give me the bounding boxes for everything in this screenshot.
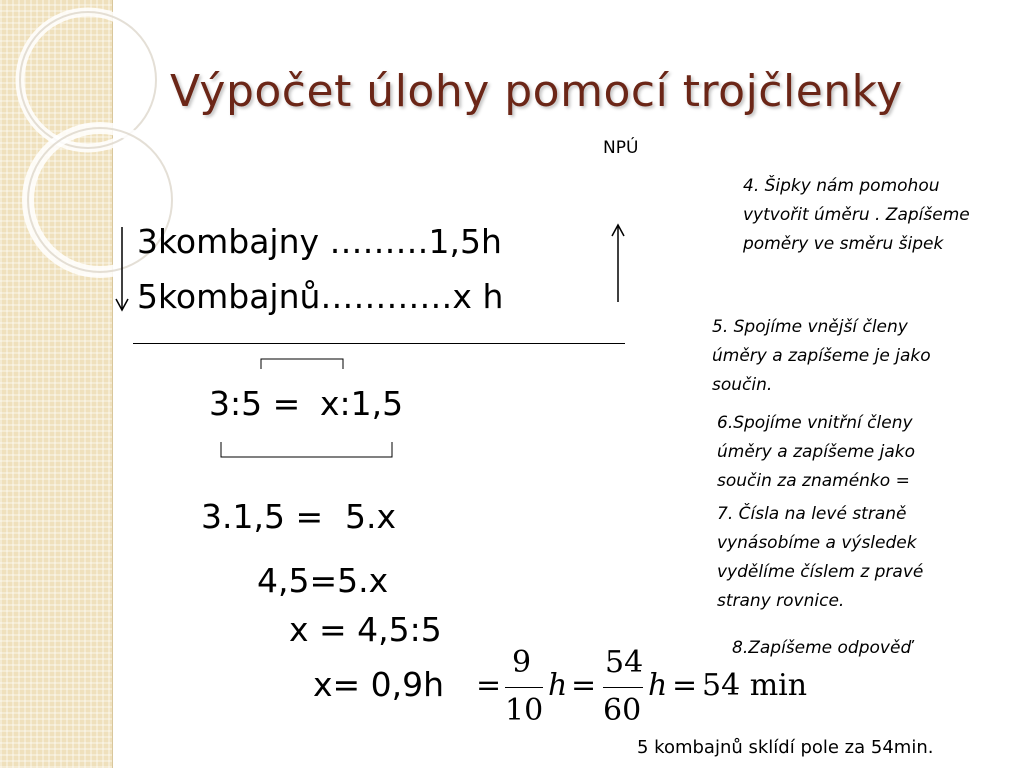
down-arrow-icon [112, 225, 132, 315]
up-arrow-icon [608, 222, 628, 304]
fraction-bar-1 [505, 687, 543, 688]
proportion-left: 3:5 = [209, 384, 301, 423]
note-step-8: 8.Zapíšeme odpověď [732, 638, 912, 658]
proportion-row-1: 3kombajny ………1,5h [137, 222, 502, 261]
denominator-1: 10 [505, 693, 544, 728]
variable-h-1: h [548, 668, 568, 703]
equals-2: = [571, 668, 597, 703]
slide-title: Výpočet úlohy pomocí trojčlenky [170, 66, 903, 117]
npu-label: NPÚ [603, 138, 639, 158]
inner-bracket [258, 356, 348, 370]
answer-sentence: 5 kombajnů sklídí pole za 54min. [637, 737, 934, 758]
product-left: 3.1,5 = [201, 497, 324, 536]
divider-line [133, 343, 625, 344]
note-step-7: 7. Čísla na levé straně vynásobíme a výsledek vydělíme číslem z pravé strany rovnice. [717, 504, 924, 611]
product-right: 5.x [345, 497, 397, 536]
step-a: 4,5=5.x [257, 561, 389, 600]
outer-bracket [218, 440, 396, 460]
numerator-1: 9 [512, 645, 532, 680]
proportion-row-2: 5kombajnů…………x h [137, 277, 504, 316]
equals-3: = [672, 668, 698, 703]
result-minutes: 54 min [702, 668, 808, 703]
equals-1: = [476, 668, 502, 703]
numerator-2: 54 [605, 645, 644, 680]
note-step-4: 4. Šipky nám pomohou vytvořit úměru . Zapíšeme poměry ve směru šipek [743, 176, 970, 254]
note-step-5: 5. Spojíme vnější členy úměry a zapíšeme je jako součin. [712, 317, 931, 395]
step-b: x = 4,5:5 [289, 610, 442, 649]
note-step-6: 6.Spojíme vnitřní členy úměry a zapíšeme jako součin za znaménko = [717, 413, 916, 491]
step-c: x= 0,9h [313, 665, 445, 704]
fraction-bar-2 [603, 687, 643, 688]
denominator-2: 60 [603, 693, 642, 728]
proportion-right: x:1,5 [320, 384, 404, 423]
variable-h-2: h [648, 668, 668, 703]
